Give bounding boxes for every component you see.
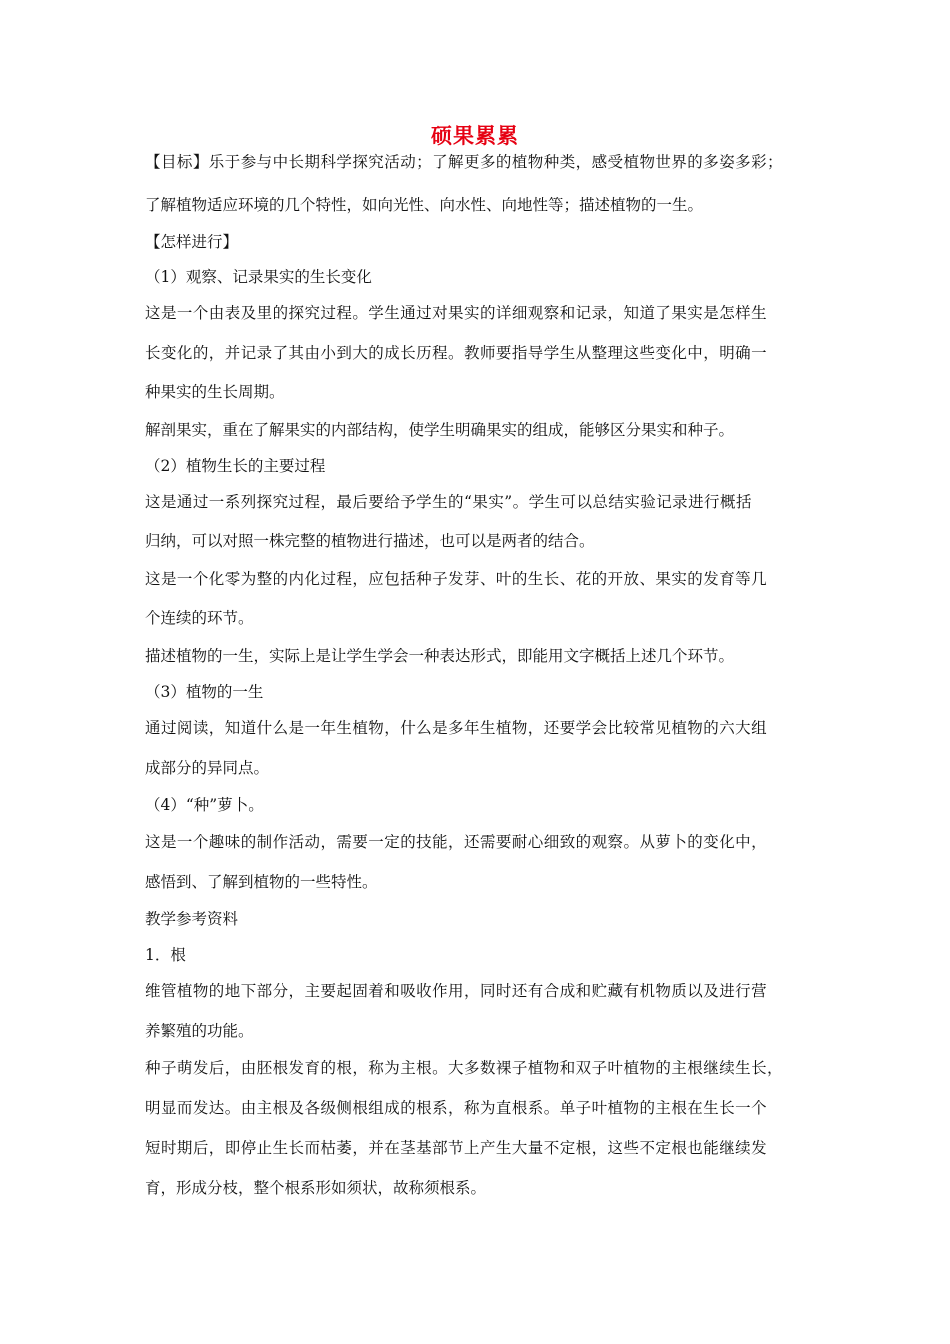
section-heading-how: 【怎样进行】 xyxy=(145,233,239,251)
page-title: 硕果累累 xyxy=(431,124,519,148)
subheading-2: （2）植物生长的主要过程 xyxy=(145,457,326,475)
paragraph-line: 这是一个趣味的制作活动，需要一定的技能，还需要耐心细致的观察。从萝卜的变化中， xyxy=(145,833,768,851)
paragraph-line: 维管植物的地下部分，主要起固着和吸收作用，同时还有合成和贮藏有机物质以及进行营 xyxy=(145,982,768,1000)
paragraph-line: 种子萌发后，由胚根发育的根，称为主根。大多数裸子植物和双子叶植物的主根继续生长， xyxy=(145,1059,784,1077)
section-heading-reference: 教学参考资料 xyxy=(145,910,239,928)
paragraph-line: 长变化的，并记录了其由小到大的成长历程。教师要指导学生从整理这些变化中，明确一 xyxy=(145,344,768,362)
paragraph-line: 育，形成分枝，整个根系形如须状，故称须根系。 xyxy=(145,1179,487,1197)
paragraph-line: 这是一个由表及里的探究过程。学生通过对果实的详细观察和记录，知道了果实是怎样生 xyxy=(145,304,768,322)
paragraph-line: 养繁殖的功能。 xyxy=(145,1022,254,1040)
paragraph-line: 通过阅读，知道什么是一年生植物，什么是多年生植物，还要学会比较常见植物的六大组 xyxy=(145,719,768,737)
subheading-root: 1．根 xyxy=(145,946,186,964)
paragraph-line: 这是一个化零为整的内化过程，应包括种子发芽、叶的生长、花的开放、果实的发育等几 xyxy=(145,570,768,588)
paragraph-line: 明显而发达。由主根及各级侧根组成的根系，称为直根系。单子叶植物的主根在生长一个 xyxy=(145,1099,768,1117)
paragraph-line: 感悟到、了解到植物的一些特性。 xyxy=(145,873,378,891)
paragraph-line: 这是通过一系列探究过程，最后要给予学生的“果实”。学生可以总结实验记录进行概括 xyxy=(145,493,752,511)
paragraph-line: 种果实的生长周期。 xyxy=(145,383,285,401)
paragraph-line: 个连续的环节。 xyxy=(145,609,254,627)
subheading-4: （4）“种”萝卜。 xyxy=(145,796,264,814)
goal-line-1: 【目标】乐于参与中长期科学探究活动；了解更多的植物种类，感受植物世界的多姿多彩； xyxy=(145,153,784,171)
goal-line-2: 了解植物适应环境的几个特性，如向光性、向水性、向地性等；描述植物的一生。 xyxy=(145,196,704,214)
paragraph-line: 成部分的异同点。 xyxy=(145,759,270,777)
subheading-3: （3）植物的一生 xyxy=(145,683,264,701)
paragraph-line: 描述植物的一生，实际上是让学生学会一种表达形式，即能用文字概括上述几个环节。 xyxy=(145,647,735,665)
paragraph-line: 归纳，可以对照一株完整的植物进行描述，也可以是两者的结合。 xyxy=(145,532,595,550)
paragraph-line: 短时期后，即停止生长而枯萎，并在茎基部节上产生大量不定根，这些不定根也能继续发 xyxy=(145,1139,768,1157)
paragraph-line: 解剖果实，重在了解果实的内部结构，使学生明确果实的组成，能够区分果实和种子。 xyxy=(145,421,735,439)
subheading-1: （1）观察、记录果实的生长变化 xyxy=(145,268,372,286)
